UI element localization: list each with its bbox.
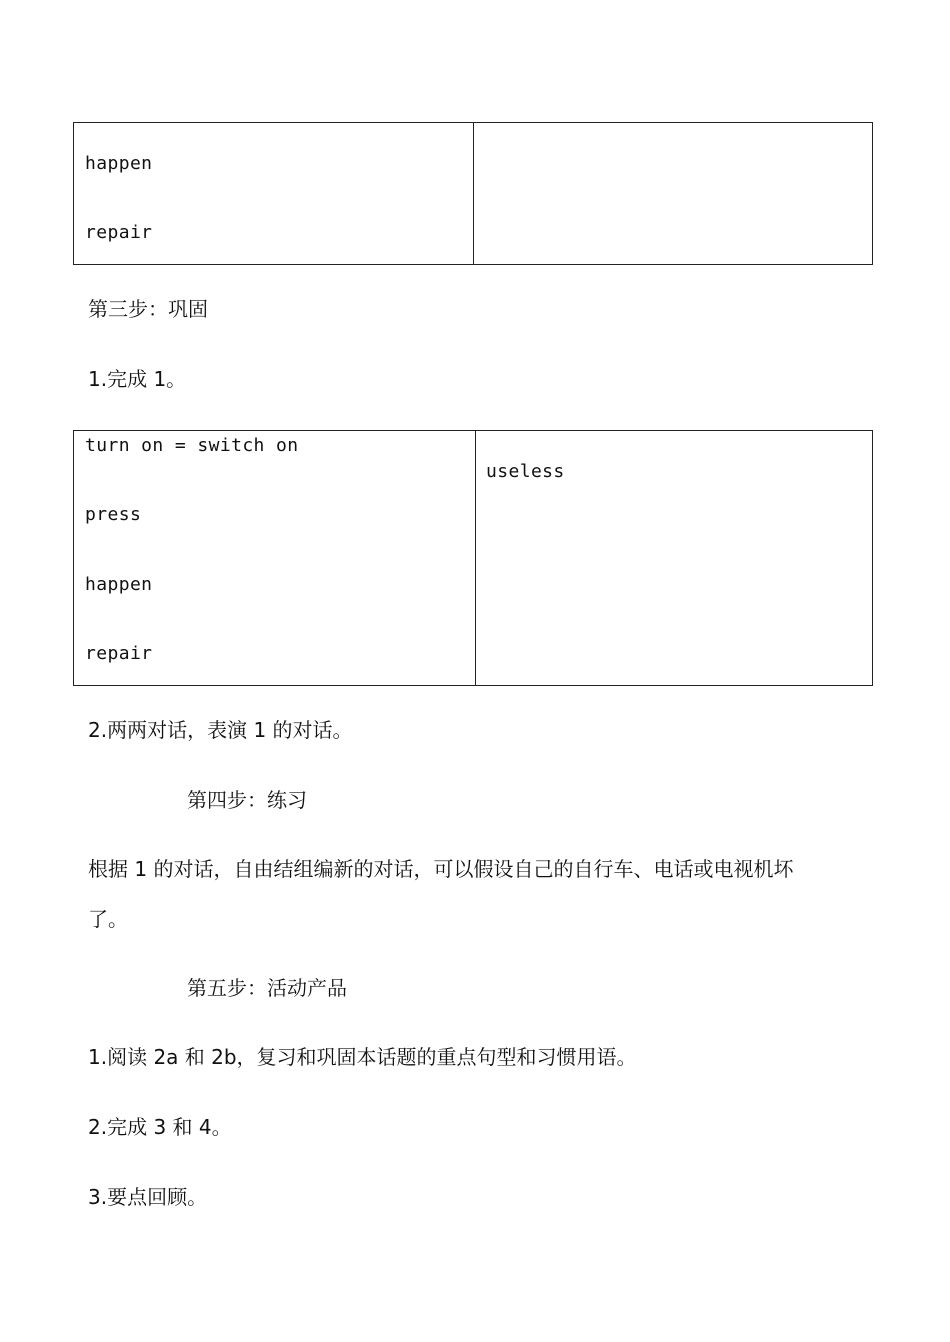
step3-item-1: 1.完成 1。 — [88, 367, 187, 391]
step4-text-line-1: 根据 1 的对话，自由结组编新的对话，可以假设自己的自行车、电话或电视机坏 — [88, 857, 794, 881]
step3-heading: 第三步：巩固 — [88, 297, 208, 321]
vocabulary-table-2 — [73, 430, 873, 686]
step4-heading: 第四步：练习 — [187, 788, 307, 812]
step5-item-2: 2.完成 3 和 4。 — [88, 1115, 232, 1139]
table2-left-word-1: turn on = switch on — [85, 435, 299, 456]
table-column-divider — [475, 431, 476, 685]
table2-left-word-3: happen — [85, 574, 153, 595]
step5-heading: 第五步：活动产品 — [187, 976, 347, 1000]
table1-left-word-1: happen — [85, 153, 153, 174]
table2-left-word-4: repair — [85, 643, 153, 664]
table-column-divider — [473, 123, 474, 264]
step3-item-2: 2.两两对话，表演 1 的对话。 — [88, 718, 353, 742]
table2-left-word-2: press — [85, 504, 142, 525]
step5-item-1: 1.阅读 2a 和 2b，复习和巩固本话题的重点句型和习惯用语。 — [88, 1045, 637, 1069]
table2-right-word-1: useless — [486, 461, 565, 482]
step4-text-line-2: 了。 — [88, 907, 128, 931]
table1-left-word-2: repair — [85, 222, 153, 243]
step5-item-3: 3.要点回顾。 — [88, 1185, 208, 1209]
vocabulary-table-1 — [73, 122, 873, 265]
